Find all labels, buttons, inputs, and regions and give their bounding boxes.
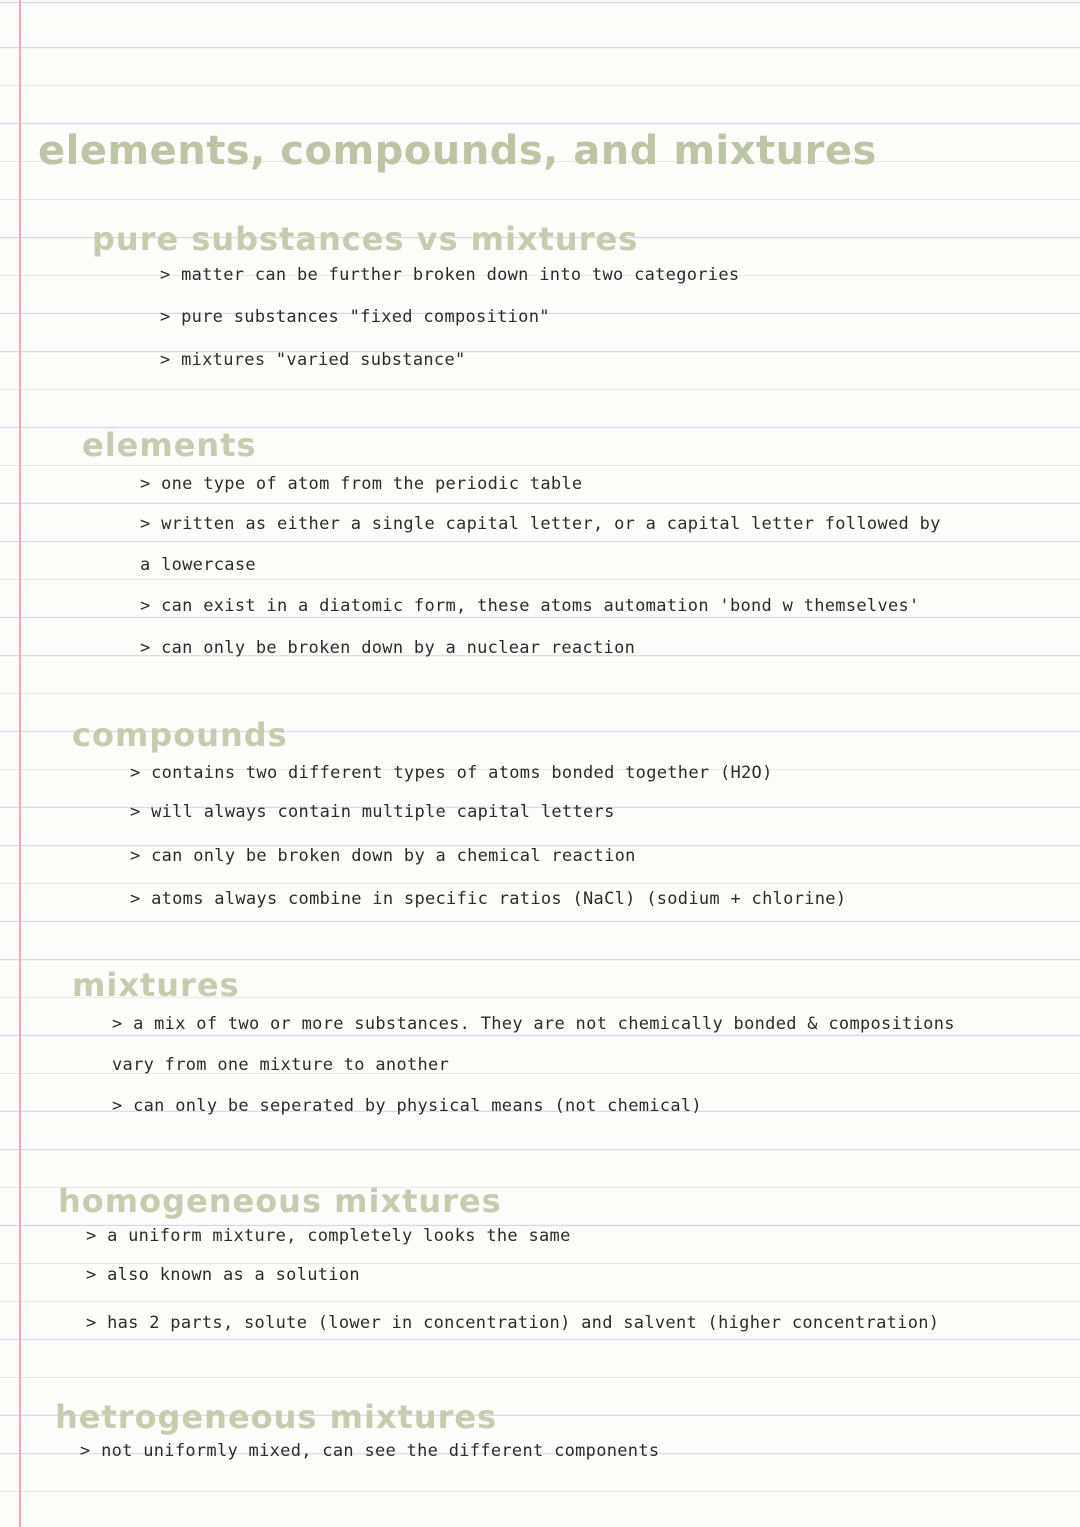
heading-hetrogeneous-mixtures: hetrogeneous mixtures	[55, 1398, 498, 1436]
note-line: > contains two different types of atoms bonded together (H2O)	[130, 763, 773, 783]
note-line: > also known as a solution	[86, 1265, 360, 1285]
note-line: > pure substances "fixed composition"	[160, 307, 550, 327]
note-line: > written as either a single capital letter, or a capital letter followed by	[140, 514, 941, 534]
note-line: a lowercase	[140, 555, 256, 575]
page-title: elements, compounds, and mixtures	[38, 128, 877, 174]
note-line: > can only be broken down by a chemical reaction	[130, 846, 636, 866]
note-line: > a uniform mixture, completely looks the same	[86, 1226, 571, 1246]
note-line: > can only be seperated by physical means (not chemical)	[112, 1096, 702, 1116]
note-line: > matter can be further broken down into two categories	[160, 265, 740, 285]
note-line: > not uniformly mixed, can see the different components	[80, 1441, 660, 1461]
note-line: > can only be broken down by a nuclear reaction	[140, 638, 636, 658]
heading-homogeneous-mixtures: homogeneous mixtures	[58, 1182, 502, 1220]
heading-elements: elements	[82, 426, 257, 464]
note-line: > a mix of two or more substances. They are not chemically bonded & compositions	[112, 1014, 955, 1034]
note-line: > can exist in a diatomic form, these atoms automation 'bond w themselves'	[140, 596, 920, 616]
heading-mixtures: mixtures	[72, 966, 240, 1004]
margin-line	[19, 0, 21, 1527]
heading-pure-substances-vs-mixtures: pure substances vs mixtures	[92, 220, 639, 258]
note-line: > mixtures "varied substance"	[160, 350, 466, 370]
note-line: vary from one mixture to another	[112, 1055, 450, 1075]
note-line: > one type of atom from the periodic table	[140, 474, 583, 494]
note-line: > has 2 parts, solute (lower in concentration) and salvent (higher concentration)	[86, 1313, 940, 1333]
heading-compounds: compounds	[72, 716, 288, 754]
note-line: > atoms always combine in specific ratios (NaCl) (sodium + chlorine)	[130, 889, 847, 909]
note-line: > will always contain multiple capital letters	[130, 802, 615, 822]
